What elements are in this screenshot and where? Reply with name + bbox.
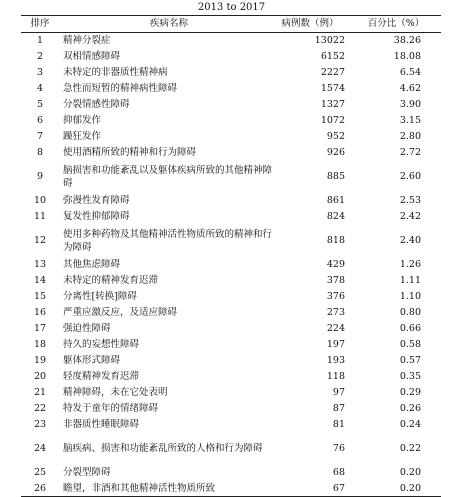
percent-cell: 1.11 [399, 275, 421, 286]
name-cell: 强迫性障碍 [63, 323, 111, 334]
table-row [21, 97, 441, 113]
percent-cell: 1.10 [399, 291, 421, 302]
rank-cell: 25 [33, 467, 47, 478]
percent-cell: 0.26 [399, 403, 421, 414]
name-cell: 复发性抑郁障碍 [63, 211, 130, 222]
table-header [21, 16, 441, 33]
percent-cell: 0.58 [399, 339, 421, 350]
name-cell: 使用多种药物及其他精神活性物质所致的精神和行为障碍 [63, 228, 273, 253]
table-row [21, 337, 441, 353]
table-row [21, 289, 441, 305]
table-row [21, 49, 441, 65]
name-cell: 抑郁发作 [63, 115, 102, 126]
cases-cell: 1327 [320, 99, 345, 110]
rank-cell: 4 [36, 83, 44, 94]
table-row [21, 401, 441, 417]
table-row [21, 417, 441, 433]
rank-cell: 9 [36, 171, 44, 182]
header-cases: 病例数（例） [275, 16, 351, 33]
rank-cell: 22 [33, 403, 47, 414]
name-cell: 急性而短暂的精神病性障碍 [63, 83, 178, 94]
percent-cell: 4.62 [399, 83, 421, 94]
name-cell: 分离性[转换]障碍 [63, 291, 137, 302]
cases-cell: 378 [326, 275, 345, 286]
name-cell: 双相情感障碍 [63, 51, 121, 62]
table-row [21, 273, 441, 289]
name-cell: 躯体形式障碍 [63, 355, 121, 366]
percent-cell: 2.72 [399, 147, 421, 158]
percent-cell: 0.80 [399, 307, 421, 318]
table-row [21, 161, 441, 193]
percent-cell: 18.08 [393, 51, 421, 62]
table-row [21, 257, 441, 273]
name-cell: 分裂情感性障碍 [63, 99, 130, 110]
table-row [21, 225, 441, 257]
disease-table [21, 15, 441, 497]
table-body [21, 33, 441, 497]
name-cell: 持久的妄想性障碍 [63, 339, 140, 350]
name-cell: 其他焦虑障碍 [63, 259, 121, 270]
percent-cell: 2.42 [399, 211, 421, 222]
table-row [21, 321, 441, 337]
cases-cell: 273 [326, 307, 345, 318]
name-cell: 轻度精神发育迟滞 [63, 371, 140, 382]
rank-cell: 18 [33, 339, 47, 350]
name-cell: 未特定的非器质性精神病 [63, 67, 168, 78]
cases-cell: 197 [326, 339, 345, 350]
name-cell: 未特定的精神发育迟滞 [63, 275, 159, 286]
name-cell: 特发于童年的情绪障碍 [63, 403, 159, 414]
rank-cell: 26 [21, 481, 59, 497]
table-row [21, 433, 441, 465]
percent-cell: 0.24 [399, 419, 421, 430]
cases-cell: 1072 [320, 115, 345, 126]
name-cell: 非器质性睡眠障碍 [63, 419, 140, 430]
cases-cell: 224 [326, 323, 345, 334]
table-row [21, 113, 441, 129]
cases-cell: 68 [332, 467, 345, 478]
percent-cell: 0.22 [399, 443, 421, 454]
cases-cell: 13022 [314, 35, 345, 47]
table-row [21, 353, 441, 369]
rank-cell: 11 [33, 211, 47, 222]
table-row [21, 129, 441, 145]
rank-cell: 6 [36, 115, 44, 126]
percent-cell: 0.57 [399, 355, 421, 366]
rank-cell: 8 [36, 147, 44, 158]
header-percent: 百分比（%） [351, 16, 441, 33]
header-name: 疾病名称 [59, 16, 275, 33]
percent-cell: 2.40 [399, 235, 421, 246]
cases-cell: 193 [326, 355, 345, 366]
name-cell: 分裂型障碍 [63, 467, 111, 478]
cases-cell: 885 [326, 171, 345, 182]
cases-cell: 87 [332, 403, 345, 414]
cases-cell: 2227 [320, 67, 345, 78]
rank-cell: 1 [36, 35, 44, 47]
table-row [21, 385, 441, 401]
rank-cell: 16 [33, 307, 47, 318]
name-cell: 使用酒精所致的精神和行为障碍 [63, 147, 197, 158]
header-row [21, 16, 441, 33]
header-rank: 排序 [21, 16, 59, 33]
cases-cell: 824 [326, 211, 345, 222]
rank-cell: 20 [33, 371, 47, 382]
rank-cell: 19 [33, 355, 47, 366]
rank-cell: 7 [36, 131, 44, 142]
percent-cell: 3.90 [399, 99, 421, 110]
percent-cell: 0.35 [399, 371, 421, 382]
percent-cell: 38.26 [393, 35, 421, 47]
table-caption: 2013 to 2017 [197, 2, 266, 13]
name-cell: 精神障碍，未在它处表明 [63, 387, 168, 398]
cases-cell: 118 [326, 371, 345, 382]
table-row [21, 465, 441, 481]
percent-cell: 0.20 [351, 481, 441, 497]
percent-cell: 0.29 [399, 387, 421, 398]
table-row [21, 65, 441, 81]
cases-cell: 67 [275, 481, 351, 497]
name-cell: 脑损害和功能紊乱以及躯体疾病所致的其他精神障碍 [63, 164, 273, 189]
table-row [21, 369, 441, 385]
cases-cell: 818 [326, 235, 345, 246]
percent-cell: 1.26 [399, 259, 421, 270]
table-row [21, 193, 441, 209]
rank-cell: 10 [33, 195, 47, 206]
name-cell: 瞻望，非酒和其他精神活性物质所致 [59, 481, 275, 497]
rank-cell: 23 [33, 419, 47, 430]
table-row [21, 145, 441, 161]
name-cell: 弥漫性发育障碍 [63, 195, 130, 206]
percent-cell: 2.53 [399, 195, 421, 206]
cases-cell: 926 [326, 147, 345, 158]
rank-cell: 21 [33, 387, 47, 398]
rank-cell: 15 [33, 291, 47, 302]
percent-cell: 0.20 [399, 467, 421, 478]
percent-cell: 0.66 [399, 323, 421, 334]
cases-cell: 6152 [320, 51, 345, 62]
table-row [21, 305, 441, 321]
rank-cell: 24 [33, 443, 47, 454]
cases-cell: 81 [332, 419, 345, 430]
cases-cell: 97 [332, 387, 345, 398]
cases-cell: 429 [326, 259, 345, 270]
percent-cell: 3.15 [399, 115, 421, 126]
table-row [21, 33, 441, 49]
name-cell: 精神分裂症 [63, 35, 111, 47]
percent-cell: 6.54 [399, 67, 421, 78]
table-row [21, 209, 441, 225]
cases-cell: 376 [326, 291, 345, 302]
rank-cell: 17 [33, 323, 47, 334]
rank-cell: 14 [33, 275, 47, 286]
name-cell: 严重应激反应，及适应障碍 [63, 307, 178, 318]
rank-cell: 13 [33, 259, 47, 270]
cases-cell: 76 [332, 443, 345, 454]
name-cell: 脑疾病、损害和功能紊乱所致的人格和行为障碍 [63, 443, 263, 454]
cases-cell: 952 [326, 131, 345, 142]
name-cell: 躁狂发作 [63, 131, 102, 142]
rank-cell: 5 [36, 99, 44, 110]
rank-cell: 12 [33, 235, 47, 246]
rank-cell: 3 [36, 67, 44, 78]
rank-cell: 2 [36, 51, 44, 62]
cases-cell: 1574 [320, 83, 345, 94]
percent-cell: 2.60 [399, 171, 421, 182]
table-row [21, 81, 441, 97]
cases-cell: 861 [326, 195, 345, 206]
percent-cell: 2.80 [399, 131, 421, 142]
